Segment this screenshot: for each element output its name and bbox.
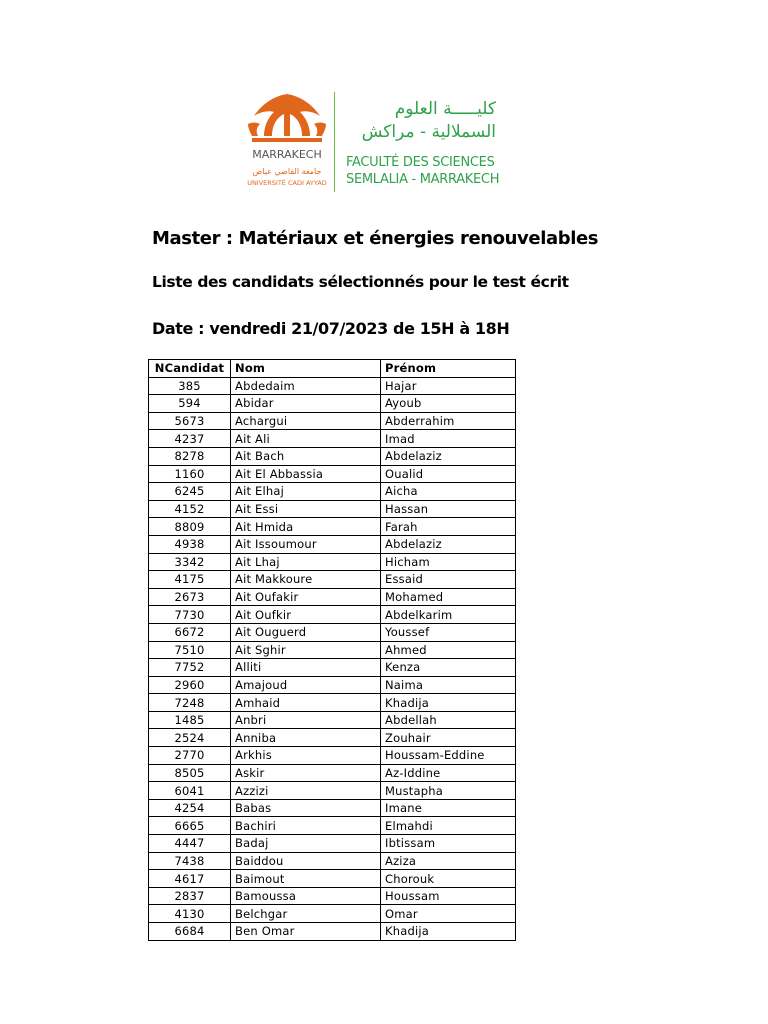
cell-nom: Amajoud: [231, 676, 381, 694]
faculty-name-line1: FACULTÉ DES SCIENCES: [346, 155, 495, 170]
table-row: [149, 395, 516, 413]
cell-nom: Ait Issoumour: [231, 535, 381, 553]
table-row: [149, 782, 516, 800]
table-row: [149, 887, 516, 905]
table-row: [149, 483, 516, 501]
cell-ncandidat: 4237: [149, 430, 231, 448]
table-row: [149, 799, 516, 817]
cell-ncandidat: 7752: [149, 659, 231, 677]
table-row: [149, 870, 516, 888]
cell-nom: Ait Makkoure: [231, 571, 381, 589]
table-row: [149, 764, 516, 782]
table-row: [149, 923, 516, 941]
cell-ncandidat: 2524: [149, 729, 231, 747]
cell-nom: Abdedaim: [231, 377, 381, 395]
table-row: [149, 835, 516, 853]
table-row: [149, 571, 516, 589]
cell-ncandidat: 385: [149, 377, 231, 395]
table-row: [149, 518, 516, 536]
cell-prenom: Kenza: [381, 659, 516, 677]
table-row: [149, 747, 516, 765]
cell-ncandidat: 6245: [149, 483, 231, 501]
faculty-arabic-line2: السملالية - مراكش: [361, 122, 496, 142]
faculty-arabic-line1: كليـــــة العلوم: [394, 99, 496, 119]
faculty-name-line2: SEMLALIA - MARRAKECH: [346, 172, 500, 187]
cell-nom: Amhaid: [231, 694, 381, 712]
cell-nom: Ait Oufakir: [231, 588, 381, 606]
table-row: [149, 852, 516, 870]
candidates-table-body: [149, 377, 516, 940]
cell-nom: Alliti: [231, 659, 381, 677]
cell-nom: Anbri: [231, 711, 381, 729]
cell-ncandidat: 1485: [149, 711, 231, 729]
logo-arabic-text: جامعة القاضي عياض: [252, 167, 322, 176]
cell-prenom: Ibtissam: [381, 835, 516, 853]
cell-prenom: Oualid: [381, 465, 516, 483]
cell-prenom: Mohamed: [381, 588, 516, 606]
table-row: [149, 641, 516, 659]
cell-nom: Baiddou: [231, 852, 381, 870]
cell-prenom: Abderrahim: [381, 412, 516, 430]
cell-prenom: Hajar: [381, 377, 516, 395]
table-row: [149, 623, 516, 641]
cell-prenom: Mustapha: [381, 782, 516, 800]
document-subtitle: Liste des candidats sélectionnés pour le test écrit: [152, 273, 569, 291]
cell-nom: Ait Elhaj: [231, 483, 381, 501]
cell-ncandidat: 2673: [149, 588, 231, 606]
universite-cadi-ayyad-logo: [244, 92, 330, 200]
cell-prenom: Hicham: [381, 553, 516, 571]
cell-nom: Ait El Abbassia: [231, 465, 381, 483]
logo-univ-name: UNIVERSITÉ CADI AYYAD: [247, 179, 327, 187]
cell-nom: Ait Lhaj: [231, 553, 381, 571]
cell-prenom: Omar: [381, 905, 516, 923]
cell-ncandidat: 6041: [149, 782, 231, 800]
cell-prenom: Hassan: [381, 500, 516, 518]
table-row: [149, 729, 516, 747]
cell-nom: Askir: [231, 764, 381, 782]
cell-nom: Azzizi: [231, 782, 381, 800]
cell-ncandidat: 7730: [149, 606, 231, 624]
table-row: [149, 676, 516, 694]
candidates-table: [148, 359, 516, 941]
cell-nom: Ait Sghir: [231, 641, 381, 659]
cell-nom: Ait Essi: [231, 500, 381, 518]
document-title: Master : Matériaux et énergies renouvelables: [152, 228, 599, 249]
cell-ncandidat: 6672: [149, 623, 231, 641]
cell-prenom: Aicha: [381, 483, 516, 501]
cell-nom: Ait Ouguerd: [231, 623, 381, 641]
cell-prenom: Abdelaziz: [381, 447, 516, 465]
cell-prenom: Imane: [381, 799, 516, 817]
table-row: [149, 588, 516, 606]
cell-ncandidat: 6684: [149, 923, 231, 941]
header-nom: Nom: [231, 360, 381, 378]
cell-nom: Achargui: [231, 412, 381, 430]
cell-nom: Baimout: [231, 870, 381, 888]
cell-prenom: Ayoub: [381, 395, 516, 413]
cell-prenom: Farah: [381, 518, 516, 536]
table-row: [149, 694, 516, 712]
header-prenom: Prénom: [381, 360, 516, 378]
cell-prenom: Abdelkarim: [381, 606, 516, 624]
cell-nom: Bamoussa: [231, 887, 381, 905]
cell-prenom: Aziza: [381, 852, 516, 870]
cell-prenom: Naima: [381, 676, 516, 694]
cell-nom: Ait Hmida: [231, 518, 381, 536]
cell-prenom: Ahmed: [381, 641, 516, 659]
cell-ncandidat: 8809: [149, 518, 231, 536]
cell-ncandidat: 4447: [149, 835, 231, 853]
cell-prenom: Khadija: [381, 923, 516, 941]
cell-prenom: Chorouk: [381, 870, 516, 888]
table-header-row: [149, 360, 516, 378]
table-row: [149, 606, 516, 624]
cell-ncandidat: 8278: [149, 447, 231, 465]
cell-ncandidat: 8505: [149, 764, 231, 782]
table-row: [149, 659, 516, 677]
crown-emblem-icon: [248, 94, 326, 142]
cell-nom: Babas: [231, 799, 381, 817]
cell-ncandidat: 1160: [149, 465, 231, 483]
cell-ncandidat: 5673: [149, 412, 231, 430]
cell-prenom: Houssam: [381, 887, 516, 905]
cell-nom: Ait Bach: [231, 447, 381, 465]
table-row: [149, 553, 516, 571]
cell-nom: Badaj: [231, 835, 381, 853]
logo-city-text: MARRAKECH: [252, 148, 322, 161]
cell-nom: Bachiri: [231, 817, 381, 835]
header-ncandidat: NCandidat: [149, 360, 231, 378]
cell-ncandidat: 2960: [149, 676, 231, 694]
cell-nom: Belchgar: [231, 905, 381, 923]
cell-ncandidat: 7510: [149, 641, 231, 659]
cell-ncandidat: 594: [149, 395, 231, 413]
cell-prenom: Abdellah: [381, 711, 516, 729]
cell-prenom: Abdelaziz: [381, 535, 516, 553]
logo-separator: [334, 92, 335, 192]
faculty-name: [346, 154, 516, 188]
table-row: [149, 377, 516, 395]
cell-prenom: Khadija: [381, 694, 516, 712]
cell-ncandidat: 4254: [149, 799, 231, 817]
cell-prenom: Elmahdi: [381, 817, 516, 835]
cell-ncandidat: 4617: [149, 870, 231, 888]
cell-nom: Anniba: [231, 729, 381, 747]
cell-ncandidat: 4938: [149, 535, 231, 553]
cell-nom: Ait Oufkir: [231, 606, 381, 624]
cell-prenom: Essaid: [381, 571, 516, 589]
cell-prenom: Houssam-Eddine: [381, 747, 516, 765]
cell-nom: Ben Omar: [231, 923, 381, 941]
cell-ncandidat: 4175: [149, 571, 231, 589]
cell-nom: Ait Ali: [231, 430, 381, 448]
table-row: [149, 500, 516, 518]
cell-prenom: Imad: [381, 430, 516, 448]
cell-prenom: Youssef: [381, 623, 516, 641]
table-row: [149, 905, 516, 923]
exam-date: Date : vendredi 21/07/2023 de 15H à 18H: [152, 319, 510, 338]
table-row: [149, 430, 516, 448]
table-row: [149, 535, 516, 553]
table-row: [149, 465, 516, 483]
cell-ncandidat: 2837: [149, 887, 231, 905]
cell-nom: Abidar: [231, 395, 381, 413]
cell-ncandidat: 4130: [149, 905, 231, 923]
table-row: [149, 412, 516, 430]
cell-ncandidat: 3342: [149, 553, 231, 571]
table-row: [149, 447, 516, 465]
cell-prenom: Az-Iddine: [381, 764, 516, 782]
cell-ncandidat: 2770: [149, 747, 231, 765]
cell-nom: Arkhis: [231, 747, 381, 765]
cell-ncandidat: 6665: [149, 817, 231, 835]
table-row: [149, 711, 516, 729]
table-row: [149, 817, 516, 835]
cell-ncandidat: 7438: [149, 852, 231, 870]
cell-ncandidat: 4152: [149, 500, 231, 518]
faculty-arabic-name: [344, 98, 496, 144]
cell-ncandidat: 7248: [149, 694, 231, 712]
cell-prenom: Zouhair: [381, 729, 516, 747]
